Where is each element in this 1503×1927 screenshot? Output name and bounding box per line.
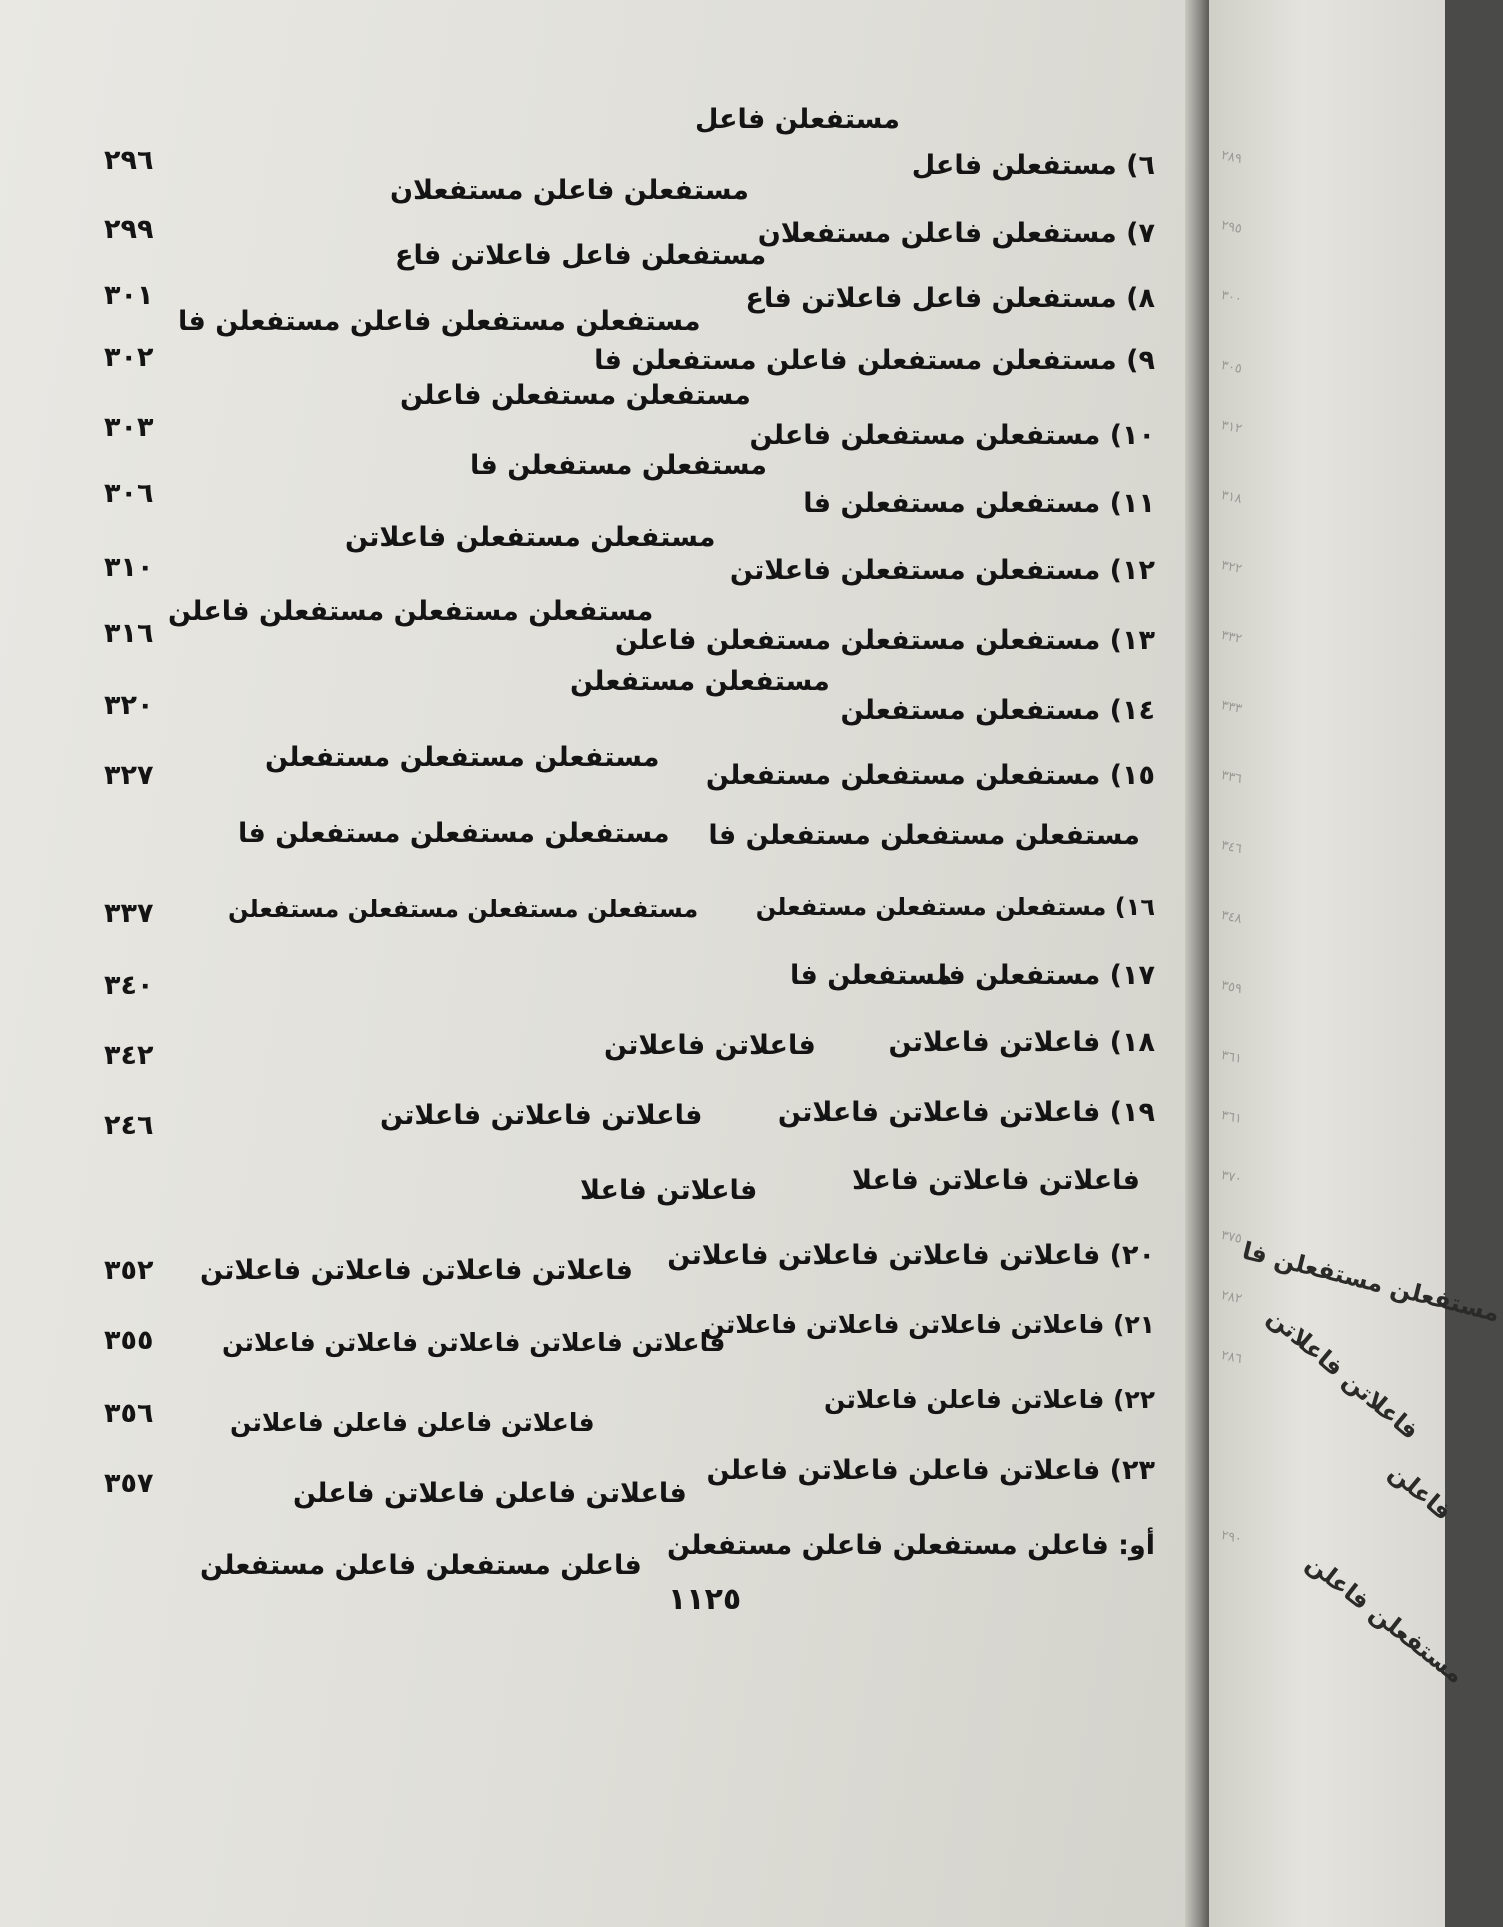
meter-label: ١٠) مستفعلن مستفعلن فاعلن — [749, 420, 1155, 451]
meter-variant: مستفعلن مستفعلن فاعلن — [400, 380, 751, 411]
meter-variant: مستفعلن مستفعلن فاعلاتن — [345, 522, 716, 553]
book-gutter — [1185, 0, 1209, 1927]
page-reference: ٢٤٦ — [104, 1110, 154, 1141]
meter-variant: مستفعلن فا — [790, 960, 953, 991]
page-reference: ٣٠٣ — [104, 412, 154, 443]
page-reference: ٣٣٧ — [104, 898, 154, 929]
meter-variant: فاعلاتن فاعلاتن فاعلاتن — [380, 1100, 703, 1131]
page-reference: ٣٥٧ — [104, 1468, 154, 1499]
meter-label: ١٣) مستفعلن مستفعلن مستفعلن فاعلن — [614, 625, 1155, 656]
page-reference: ٣٥٦ — [104, 1398, 154, 1429]
meter-variant: مستفعلن مستفعلن فاعلن مستفعلن فا — [178, 306, 701, 337]
meter-label: ٧) مستفعلن فاعلن مستفعلان — [757, 218, 1155, 249]
page-number: ١١٢٥ — [668, 1582, 742, 1617]
page-reference: ٣٥٢ — [104, 1255, 154, 1286]
meter-variant: فاعلاتن فاعلن فاعلاتن فاعلن — [293, 1478, 687, 1509]
meter-label: ٢٣) فاعلاتن فاعلن فاعلاتن فاعلن — [706, 1455, 1155, 1486]
page-reference: ٣١٠ — [104, 552, 154, 583]
meter-variant: فاعلن مستفعلن فاعلن مستفعلن — [200, 1550, 642, 1581]
side-page-reference: ٣٥٩ — [1219, 977, 1244, 998]
meter-variant: فاعلاتن فاعلن فاعلن فاعلاتن — [230, 1408, 595, 1437]
side-page-reference: ٣٣٣ — [1219, 697, 1244, 718]
facing-page — [1209, 0, 1503, 1927]
side-page-reference: ٢٨٢ — [1219, 1287, 1244, 1308]
meter-label: ١٤) مستفعلن مستفعلن — [840, 695, 1155, 726]
meter-label: ١٦) مستفعلن مستفعلن مستفعلن — [755, 893, 1155, 921]
side-page-reference: ٣١٨ — [1219, 487, 1244, 508]
meter-variant: مستفعلن مستفعلن مستفعلن فا — [238, 818, 670, 849]
side-page-reference: ٣٤٦ — [1219, 837, 1244, 858]
side-page-text: مستفعلن مستفعلن فا — [1239, 1236, 1503, 1328]
side-page-reference: ٣٠٠ — [1219, 287, 1244, 308]
meter-label: ٨) مستفعلن فاعل فاعلاتن فاع — [745, 283, 1155, 314]
side-page-reference: ٢٩٠ — [1219, 1527, 1244, 1548]
page-reference: ٣٤٠ — [104, 970, 154, 1001]
side-page-reference: ٣٦١ — [1219, 1107, 1244, 1128]
meter-variant: فاعلاتن فاعلاتن فاعلاتن فاعلاتن فاعلاتن — [222, 1328, 726, 1357]
side-page-reference: ٣٣٦ — [1219, 767, 1244, 788]
meter-label: مستفعلن مستفعلن مستفعلن فا — [708, 820, 1140, 851]
meter-label: ٢١) فاعلاتن فاعلاتن فاعلاتن فاعلاتن — [703, 1310, 1155, 1339]
side-page-reference: ٣١٢ — [1219, 417, 1244, 438]
meter-label: ٢٢) فاعلاتن فاعلن فاعلاتن — [823, 1385, 1155, 1414]
meter-variant: فاعلاتن فاعلاتن — [604, 1030, 816, 1061]
side-page-reference: ٣٧٥ — [1219, 1227, 1244, 1248]
meter-label: ١٢) مستفعلن مستفعلن فاعلاتن — [729, 555, 1155, 586]
page-reference: ٣٢٧ — [104, 760, 154, 791]
page-reference: ٢٩٩ — [104, 214, 154, 245]
page-reference: ٢٩٦ — [104, 145, 154, 176]
side-page-reference: ٢٨٩ — [1219, 147, 1244, 168]
side-page-text: مستفعلن فاعلن — [1300, 1548, 1470, 1690]
meter-variant: مستفعلن مستفعلن مستفعلن فاعلن — [168, 596, 654, 627]
meter-variant: مستفعلن مستفعلن مستفعلن — [265, 742, 660, 773]
meter-label: ١٨) فاعلاتن فاعلاتن — [888, 1027, 1155, 1058]
meter-label: فاعلاتن فاعلاتن فاعلا — [852, 1165, 1140, 1196]
meter-label: ١٥) مستفعلن مستفعلن مستفعلن — [705, 760, 1155, 791]
side-page-text: فاعلاتن فاعلاتن — [1262, 1302, 1425, 1446]
page-reference: ٣١٦ — [104, 618, 154, 649]
meter-label: ٩) مستفعلن مستفعلن فاعلن مستفعلن فا — [594, 345, 1155, 376]
meter-variant: مستفعلن مستفعلن مستفعلن مستفعلن — [228, 895, 699, 923]
meter-variant: مستفعلن فاعلن مستفعلان — [390, 175, 750, 206]
meter-label: ١١) مستفعلن مستفعلن فا — [803, 488, 1155, 519]
meter-label: أو: فاعلن مستفعلن فاعلن مستفعلن — [666, 1530, 1155, 1561]
page-reference: ٣٠١ — [104, 280, 154, 311]
side-page-reference: ٣٣٢ — [1219, 627, 1244, 648]
side-page-reference: ٣٦١ — [1219, 1047, 1244, 1068]
meter-label: ٢٠) فاعلاتن فاعلاتن فاعلاتن فاعلاتن — [667, 1240, 1155, 1271]
meter-label: ٦) مستفعلن فاعل — [911, 150, 1155, 181]
meter-upper-text: مستفعلن فاعل — [695, 104, 900, 135]
side-page-reference: ٢٨٦ — [1219, 1347, 1244, 1368]
meter-variant: مستفعلن مستفعلن فا — [470, 450, 768, 481]
meter-variant: مستفعلن فاعل فاعلاتن فاع — [395, 240, 767, 271]
meter-variant: فاعلاتن فاعلا — [580, 1175, 758, 1206]
page-reference: ٣٤٢ — [104, 1040, 154, 1071]
meter-label: ١٧) مستفعلن فا — [937, 960, 1155, 991]
meter-label: ١٩) فاعلاتن فاعلاتن فاعلاتن — [777, 1097, 1155, 1128]
meter-variant: فاعلاتن فاعلاتن فاعلاتن فاعلاتن — [200, 1255, 633, 1286]
side-page-text: فاعلن — [1383, 1457, 1458, 1527]
meter-variant: مستفعلن مستفعلن — [570, 666, 830, 697]
side-page-reference: ٢٩٥ — [1219, 217, 1244, 238]
page-reference: ٣٠٢ — [104, 342, 154, 373]
page-reference: ٣٥٥ — [104, 1325, 154, 1356]
page-reference: ٣٢٠ — [104, 690, 154, 721]
page-reference: ٣٠٦ — [104, 478, 154, 509]
side-page-reference: ٣٢٢ — [1219, 557, 1244, 578]
side-page-reference: ٣٤٨ — [1219, 907, 1244, 928]
side-page-reference: ٣٠٥ — [1219, 357, 1244, 378]
side-page-reference: ٣٧٠ — [1219, 1167, 1244, 1188]
